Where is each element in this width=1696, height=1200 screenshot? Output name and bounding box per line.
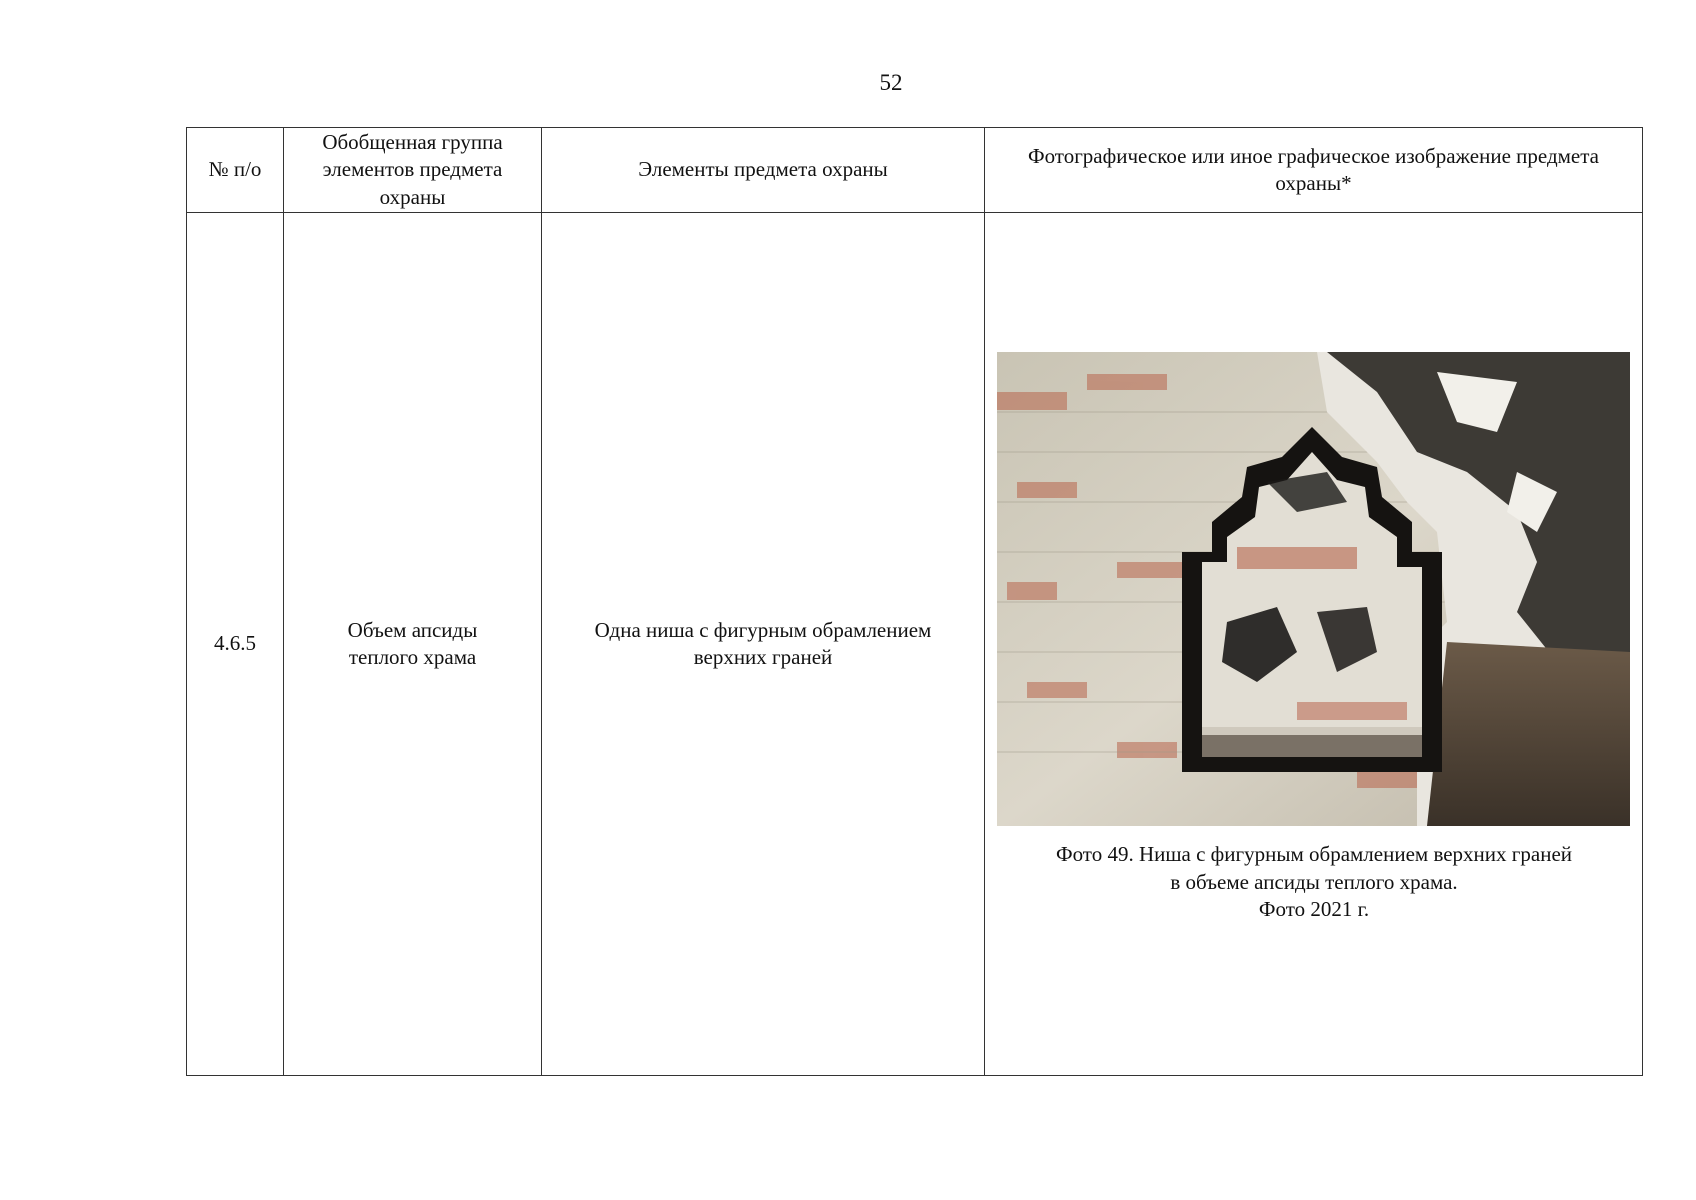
photo-caption-line1: Фото 49. Ниша с фигурным обрамлением верхних граней [1055, 842, 1573, 866]
header-elements: Элементы предмета охраны [542, 128, 985, 213]
protection-table [186, 127, 1643, 1076]
table-header-row [187, 128, 1643, 213]
niche-photo-image [997, 352, 1630, 826]
header-photo: Фотографическое или иное графическое изображение предмета охраны* [985, 128, 1643, 213]
cell-num: 4.6.5 [187, 213, 284, 1076]
niche-photo [997, 352, 1630, 826]
photo-caption [985, 841, 1643, 924]
header-num: № п/о [187, 128, 284, 213]
table-row [187, 213, 1643, 1076]
header-group: Обобщенная группа элементов предмета охраны [284, 128, 542, 213]
photo-caption-line2: в объеме апсиды теплого храма. [1170, 869, 1458, 894]
photo-caption-line3: Фото 2021 г. [1258, 897, 1370, 922]
cell-photo [985, 213, 1643, 1076]
cell-group: Объем апсиды теплого храма [284, 213, 542, 1076]
cell-elements: Одна ниша с фигурным обрамлением верхних граней [542, 213, 985, 1076]
page-number: 52 [879, 70, 903, 95]
